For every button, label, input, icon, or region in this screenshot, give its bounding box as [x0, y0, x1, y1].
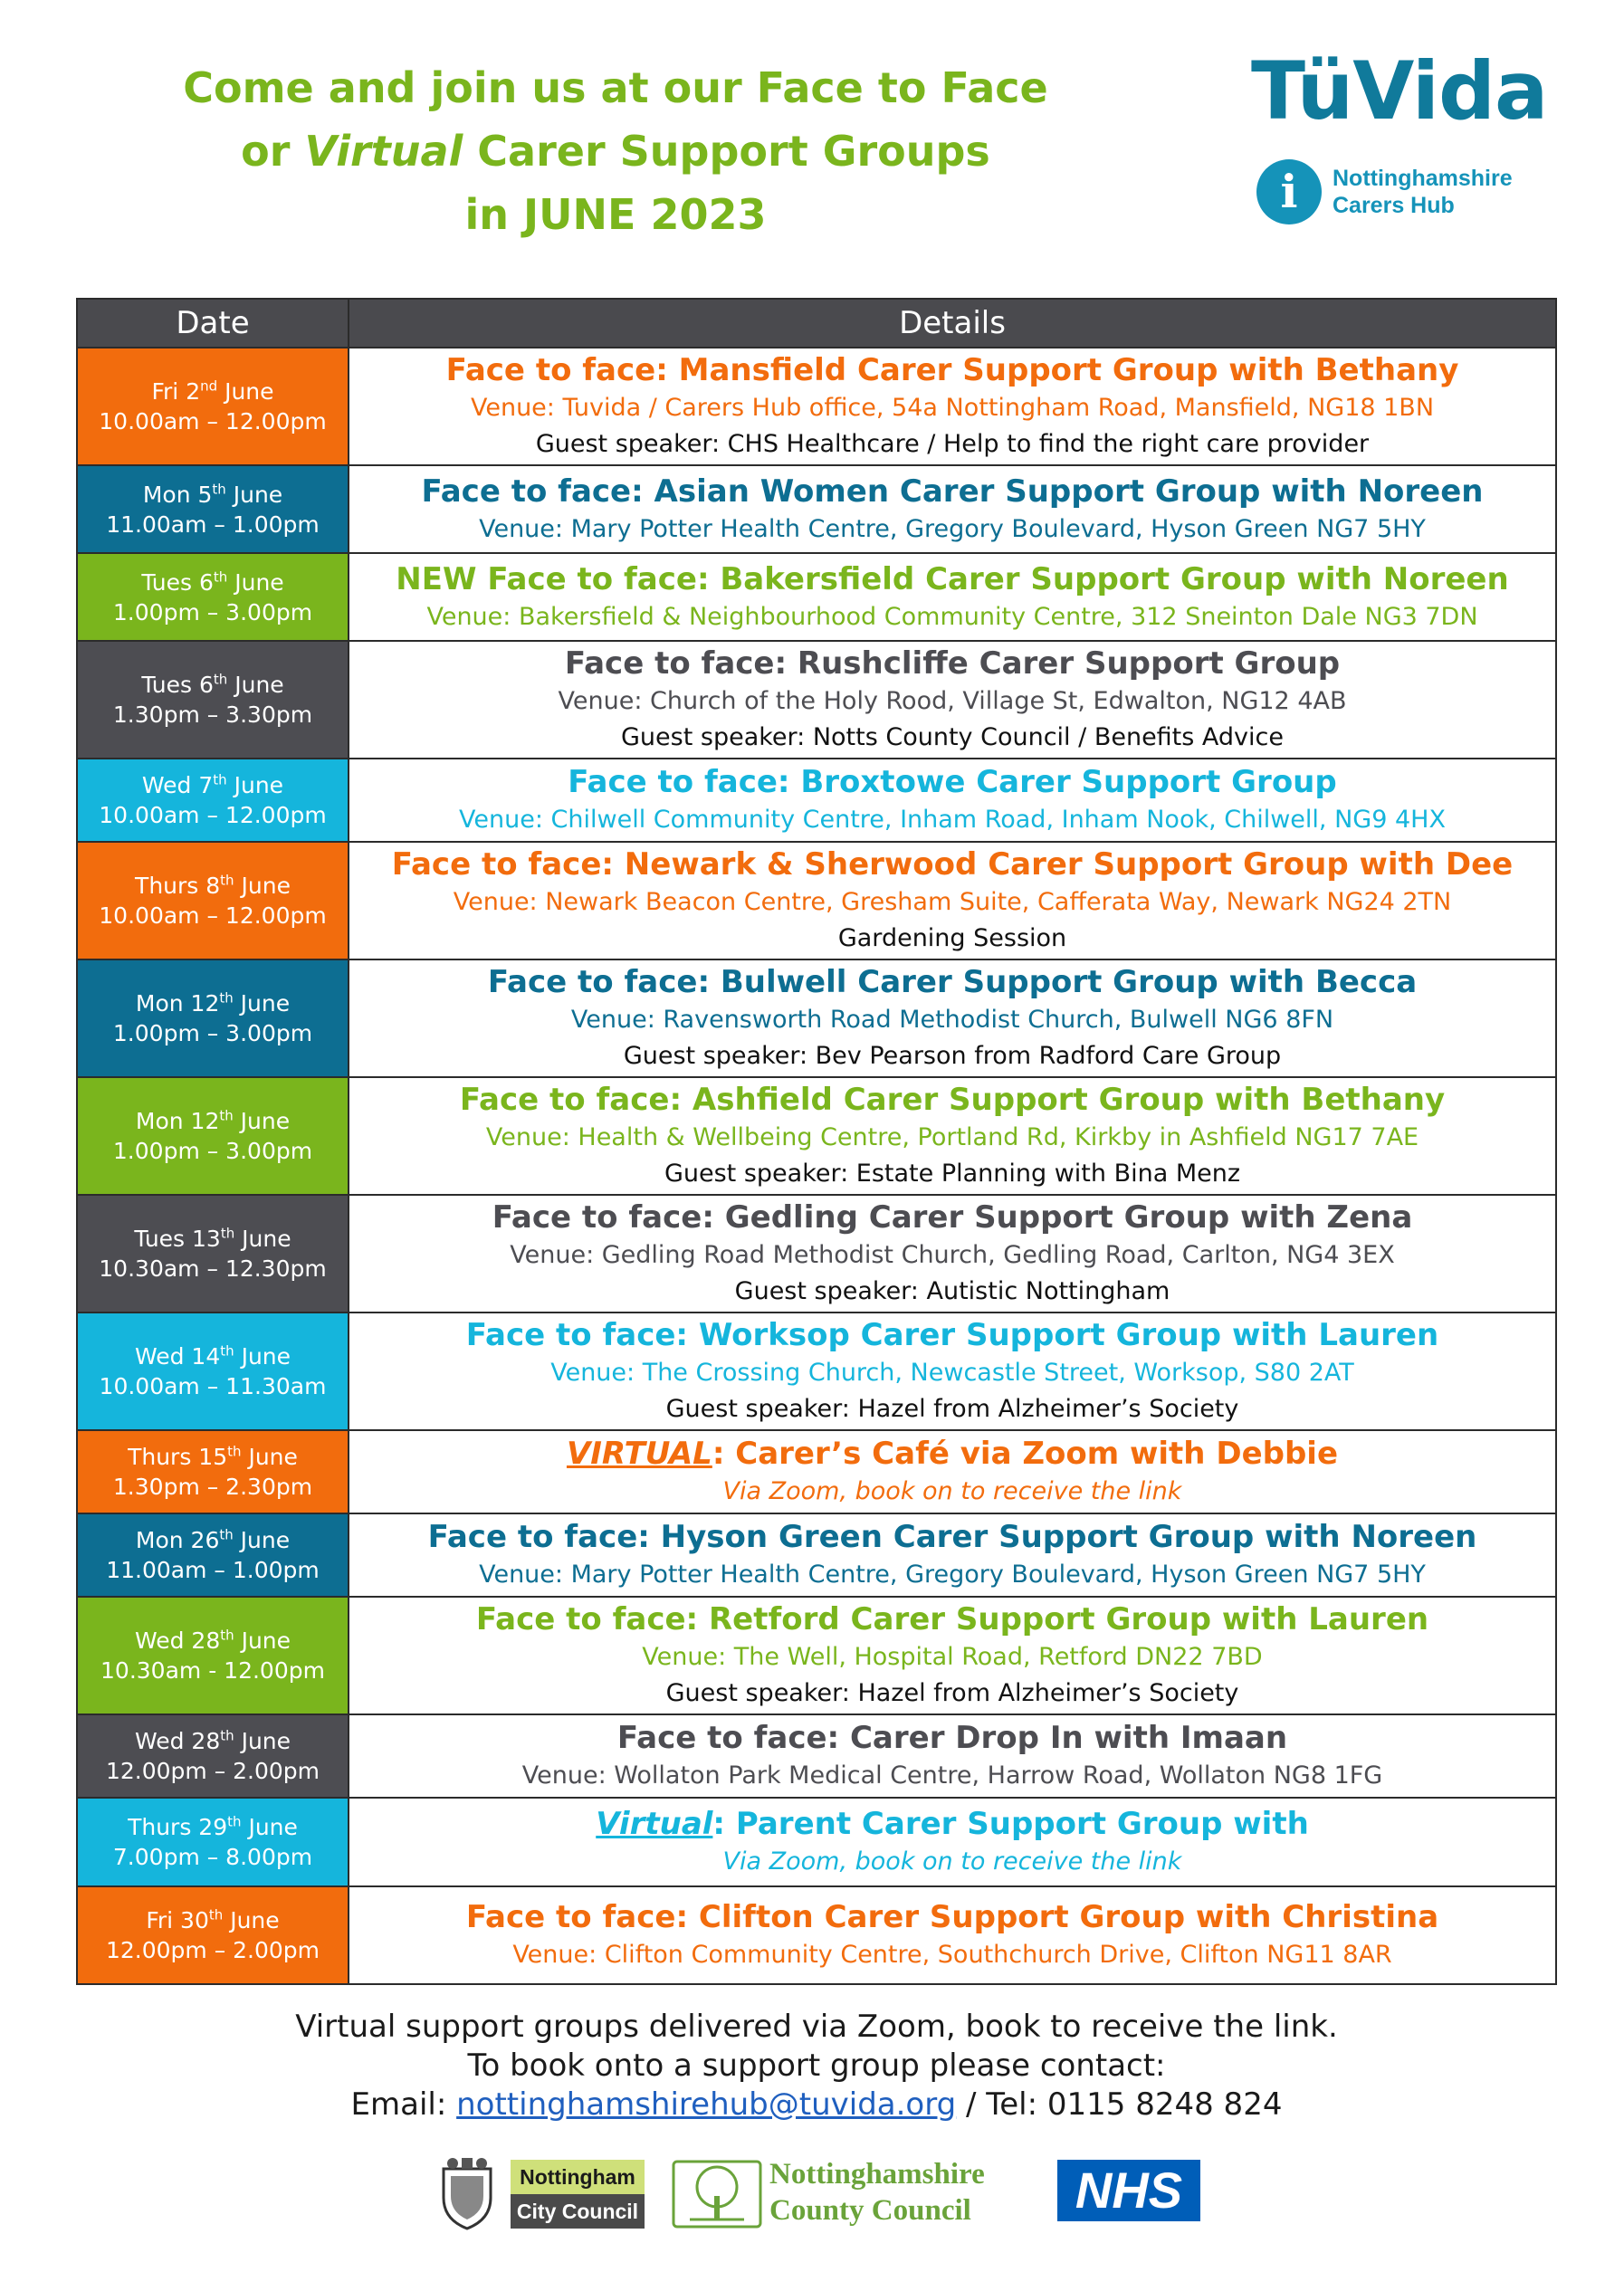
event-title	[349, 1897, 1555, 1937]
event-venue: Venue: Gedling Road Methodist Church, Gedling Road, Carlton, NG4 3EX	[510, 1241, 1395, 1269]
event-guest-speaker: Guest speaker: Hazel from Alzheimer’s Society	[665, 1395, 1239, 1423]
event-venue: Venue: Health & Wellbeing Centre, Portland Rd, Kirkby in Ashfield NG17 7AE	[485, 1123, 1419, 1151]
email-label: Email:	[350, 2086, 457, 2123]
event-date-cell	[77, 641, 349, 759]
heading-line-2-prefix: or	[241, 127, 305, 176]
event-date	[78, 988, 348, 1018]
event-guest-speaker: Guest speaker: Bev Pearson from Radford Care Group	[623, 1042, 1282, 1070]
event-venue: Venue: Church of the Holy Rood, Village St, Edwalton, NG12 4AB	[558, 687, 1347, 715]
event-month: June	[233, 1527, 291, 1553]
event-day: Wed 14	[134, 1343, 221, 1370]
event-title	[349, 845, 1555, 884]
event-title-text: : Carer’s Café via Zoom with Debbie	[712, 1436, 1339, 1472]
event-day: Fri 30	[146, 1907, 209, 1933]
event-row	[77, 1195, 1556, 1313]
event-venue: Venue: The Crossing Church, Newcastle Street, Worksop, S80 2AT	[550, 1359, 1354, 1387]
event-title	[349, 644, 1555, 683]
event-day-suffix: nd	[200, 377, 218, 395]
event-month: June	[227, 568, 284, 596]
date-column-header: Date	[77, 299, 349, 348]
event-title	[349, 1599, 1555, 1639]
event-venue: Venue: Tuvida / Carers Hub office, 54a Nottingham Road, Mansfield, NG18 1BN	[470, 394, 1435, 422]
event-title-text: Face to face: Asian Women Carer Support Group with Noreen	[421, 473, 1484, 510]
event-title	[349, 559, 1555, 599]
event-day-suffix: th	[213, 671, 228, 688]
event-day-suffix: th	[212, 481, 226, 498]
event-day: Mon 5	[142, 481, 213, 508]
event-details-cell	[349, 641, 1556, 759]
event-date-cell	[77, 1597, 349, 1714]
footer-line-2: To book onto a support group please contact:	[467, 2048, 1166, 2084]
event-row	[77, 1313, 1556, 1430]
event-venue: Venue: Ravensworth Road Methodist Church, Bulwell NG6 8FN	[570, 1006, 1334, 1034]
event-date	[78, 1726, 348, 1756]
event-guest-speaker: Guest speaker: Estate Planning with Bina Menz	[664, 1160, 1241, 1188]
carers-hub-logo	[1256, 159, 1537, 232]
event-date-cell	[77, 1195, 349, 1313]
event-date	[78, 770, 348, 800]
event-row	[77, 1077, 1556, 1195]
event-date	[78, 670, 348, 700]
event-title-text: Face to face: Retford Carer Support Group with Lauren	[475, 1601, 1429, 1637]
event-date	[78, 1626, 348, 1656]
event-time: 1.00pm – 3.00pm	[112, 1138, 313, 1164]
event-date	[78, 1442, 348, 1472]
county-logo-line-2: County Council	[769, 2194, 971, 2227]
details-column-header: Details	[349, 299, 1556, 348]
event-date-cell	[77, 348, 349, 465]
event-day: Fri 2	[151, 378, 201, 405]
event-date-cell	[77, 1430, 349, 1513]
event-title-text: : Parent Carer Support Group with	[712, 1806, 1309, 1842]
event-title-text: Face to face: Ashfield Carer Support Group with Bethany	[459, 1082, 1446, 1118]
event-day: Mon 12	[135, 1108, 220, 1134]
event-day: Wed 7	[141, 772, 214, 798]
event-title	[349, 1718, 1555, 1758]
event-venue: Venue: Bakersfield & Neighbourhood Community Centre, 312 Sneinton Dale NG3 7DN	[426, 602, 1478, 631]
event-title-text: Face to face: Gedling Carer Support Group with Zena	[492, 1199, 1413, 1236]
event-time: 7.00pm – 8.00pm	[112, 1844, 313, 1870]
event-venue: Venue: Newark Beacon Centre, Gresham Suite, Cafferata Way, Newark NG24 2TN	[453, 888, 1452, 916]
heading-line-2-suffix: Carer Support Groups	[463, 127, 990, 176]
event-title-text: Face to face: Newark & Sherwood Carer Support Group with Dee	[391, 846, 1514, 883]
event-row	[77, 1430, 1556, 1513]
event-time: 1.30pm – 3.30pm	[112, 702, 313, 728]
footer-line-1: Virtual support groups delivered via Zoom, book to receive the link.	[295, 2009, 1338, 2045]
nottinghamshire-county-council-logo	[672, 2154, 1034, 2232]
event-title-text: Face to face: Clifton Carer Support Group with Christina	[465, 1899, 1439, 1935]
tuvida-logo: TüVida	[1251, 44, 1548, 138]
event-date-cell	[77, 759, 349, 842]
event-details-cell	[349, 465, 1556, 553]
carers-hub-icon: i	[1256, 159, 1322, 224]
event-virtual-label: Virtual	[596, 1806, 713, 1842]
event-venue: Venue: Chilwell Community Centre, Inham Road, Inham Nook, Chilwell, NG9 4HX	[459, 806, 1446, 834]
event-date-cell	[77, 1313, 349, 1430]
event-month: June	[217, 378, 274, 405]
event-day-suffix: th	[219, 989, 234, 1007]
event-month: June	[225, 481, 283, 508]
event-day-suffix: th	[213, 568, 228, 586]
event-venue: Venue: The Well, Hospital Road, Retford DN22 7BD	[642, 1643, 1263, 1671]
event-month: June	[226, 772, 284, 798]
event-guest-speaker: Guest speaker: Notts County Council / Benefits Advice	[621, 723, 1284, 751]
event-details-cell	[349, 1513, 1556, 1597]
event-guest-speaker: Guest speaker: Hazel from Alzheimer’s Society	[665, 1679, 1239, 1707]
event-date	[78, 1106, 348, 1136]
event-virtual-label: VIRTUAL	[566, 1436, 712, 1472]
heading-line-3: in JUNE 2023	[464, 190, 767, 239]
event-month: June	[223, 1907, 280, 1933]
event-details-cell	[349, 1886, 1556, 1984]
event-date-cell	[77, 842, 349, 959]
event-details-cell	[349, 348, 1556, 465]
event-guest-speaker: Guest speaker: CHS Healthcare / Help to find the right care provider	[535, 430, 1370, 458]
event-row	[77, 1886, 1556, 1984]
event-month: June	[234, 1343, 291, 1370]
event-day-suffix: th	[227, 1813, 242, 1830]
event-time: 12.00pm – 2.00pm	[105, 1937, 320, 1963]
event-details-cell	[349, 1798, 1556, 1886]
event-day-suffix: th	[227, 1443, 242, 1460]
event-date-cell	[77, 1714, 349, 1798]
event-day: Mon 12	[135, 990, 220, 1017]
event-date-cell	[77, 465, 349, 553]
event-date	[78, 1812, 348, 1842]
event-venue: Venue: Mary Potter Health Centre, Gregory Boulevard, Hyson Green NG7 5HY	[479, 514, 1426, 543]
event-date	[78, 480, 348, 510]
event-date-cell	[77, 1513, 349, 1597]
event-time: 11.00am – 1.00pm	[106, 511, 320, 538]
event-month: June	[233, 990, 291, 1017]
city-logo-bottom: City Council	[511, 2194, 645, 2229]
event-guest-speaker: Gardening Session	[837, 924, 1067, 952]
event-time: 10.30am - 12.00pm	[100, 1657, 325, 1684]
event-time: 10.00am – 12.00pm	[99, 408, 327, 434]
event-month: June	[241, 1444, 298, 1470]
event-title	[349, 472, 1555, 511]
event-time: 10.00am – 11.30am	[99, 1373, 327, 1399]
county-logo-text	[769, 2156, 985, 2229]
event-day: Thurs 8	[135, 873, 221, 899]
event-details-cell	[349, 1597, 1556, 1714]
event-day: Mon 26	[135, 1527, 220, 1553]
event-time: 10.30am – 12.30pm	[99, 1255, 327, 1282]
event-details-cell	[349, 1077, 1556, 1195]
event-date	[78, 1905, 348, 1935]
event-title-text: Face to face: Hyson Green Carer Support Group with Noreen	[427, 1519, 1477, 1555]
event-row	[77, 959, 1556, 1077]
event-time: 1.00pm – 3.00pm	[112, 1020, 313, 1046]
event-title	[349, 962, 1555, 1002]
tree-icon	[672, 2160, 762, 2229]
email-link[interactable]: nottinghamshirehub@tuvida.org	[456, 2086, 957, 2123]
event-time: 11.00am – 1.00pm	[106, 1557, 320, 1583]
carers-hub-line-1: Nottinghamshire	[1333, 166, 1513, 191]
event-day: Wed 28	[134, 1628, 221, 1654]
event-day-suffix: th	[220, 1627, 234, 1644]
carers-hub-line-2: Carers Hub	[1333, 193, 1455, 218]
event-day-suffix: th	[219, 1526, 234, 1543]
event-title	[349, 350, 1555, 390]
event-day-suffix: th	[220, 1727, 234, 1744]
event-day: Thurs 15	[128, 1444, 228, 1470]
event-row	[77, 465, 1556, 553]
county-logo-line-1: Nottinghamshire	[769, 2158, 985, 2191]
heading-virtual-word: Virtual	[304, 127, 463, 176]
event-title-text: Face to face: Bulwell Carer Support Group with Becca	[487, 964, 1418, 1000]
schedule-header-row	[77, 299, 1556, 348]
event-row	[77, 348, 1556, 465]
event-date-cell	[77, 1798, 349, 1886]
event-date-cell	[77, 553, 349, 641]
event-details-cell	[349, 553, 1556, 641]
schedule-table	[76, 298, 1557, 1985]
event-day-suffix: th	[208, 1906, 224, 1923]
booking-info	[76, 2008, 1557, 2124]
event-date-cell	[77, 959, 349, 1077]
event-row	[77, 842, 1556, 959]
event-title	[349, 1517, 1555, 1557]
event-day-suffix: th	[220, 1225, 235, 1242]
event-venue: Via Zoom, book on to receive the link	[722, 1477, 1182, 1505]
event-time: 1.30pm – 2.30pm	[112, 1474, 313, 1500]
event-details-cell	[349, 959, 1556, 1077]
heading-line-1: Come and join us at our Face to Face	[183, 63, 1048, 112]
page-heading	[109, 56, 1122, 246]
event-row	[77, 641, 1556, 759]
event-time: 10.00am – 12.00pm	[99, 802, 327, 828]
event-day: Tues 6	[141, 568, 214, 596]
event-title-text: Face to face: Carer Drop In with Imaan	[616, 1720, 1288, 1756]
telephone-text: / Tel: 0115 8248 824	[956, 2086, 1283, 2123]
event-guest-speaker: Guest speaker: Autistic Nottingham	[734, 1277, 1170, 1305]
event-row	[77, 1798, 1556, 1886]
event-row	[77, 1513, 1556, 1597]
city-crest-icon	[435, 2156, 500, 2232]
event-day: Tues 6	[141, 672, 214, 698]
event-day-suffix: th	[220, 1342, 234, 1360]
event-date	[78, 1525, 348, 1555]
event-title	[349, 1198, 1555, 1237]
event-title-text: Face to face: Worksop Carer Support Group with Lauren	[465, 1317, 1439, 1353]
event-details-cell	[349, 1195, 1556, 1313]
event-title-text: Face to face: Broxtowe Carer Support Group	[568, 764, 1337, 800]
event-day-suffix: th	[213, 771, 227, 788]
event-date	[78, 1224, 348, 1254]
footer-contact	[76, 2086, 1557, 2124]
event-date	[78, 1341, 348, 1371]
event-month: June	[227, 672, 284, 698]
nhs-logo: NHS	[1057, 2160, 1200, 2221]
event-title	[349, 1080, 1555, 1120]
event-day: Tues 13	[134, 1226, 221, 1252]
event-month: June	[233, 1108, 291, 1134]
partner-logos	[435, 2153, 1213, 2234]
event-day-suffix: th	[220, 872, 234, 889]
event-month: June	[234, 1226, 291, 1252]
event-date	[78, 377, 348, 406]
event-time: 12.00pm – 2.00pm	[105, 1758, 320, 1784]
schedule-body	[77, 348, 1556, 1984]
event-title-text: Face to face: Rushcliffe Carer Support Group	[564, 645, 1341, 682]
event-details-cell	[349, 1313, 1556, 1430]
event-month: June	[241, 1814, 298, 1840]
heading-line-2	[109, 119, 1122, 183]
event-venue: Venue: Wollaton Park Medical Centre, Harrow Road, Wollaton NG8 1FG	[521, 1761, 1383, 1790]
city-logo-top: Nottingham	[511, 2160, 645, 2194]
event-month: June	[234, 1728, 291, 1754]
event-day: Wed 28	[134, 1728, 221, 1754]
event-title	[349, 1804, 1555, 1844]
event-details-cell	[349, 1714, 1556, 1798]
event-title	[349, 1315, 1555, 1355]
event-day-suffix: th	[219, 1107, 234, 1124]
event-row	[77, 1597, 1556, 1714]
event-date-cell	[77, 1886, 349, 1984]
event-month: June	[234, 1628, 291, 1654]
event-time: 1.00pm – 3.00pm	[112, 598, 313, 625]
event-row	[77, 759, 1556, 842]
event-venue: Venue: Clifton Community Centre, Southchurch Drive, Clifton NG11 8AR	[512, 1941, 1392, 1969]
event-date-cell	[77, 1077, 349, 1195]
event-time: 10.00am – 12.00pm	[99, 902, 327, 929]
event-title	[349, 1434, 1555, 1474]
event-details-cell	[349, 1430, 1556, 1513]
event-title	[349, 762, 1555, 802]
event-date	[78, 871, 348, 901]
event-title-text: NEW Face to face: Bakersfield Carer Support Group with Noreen	[396, 560, 1509, 597]
event-details-cell	[349, 842, 1556, 959]
event-day: Thurs 29	[128, 1814, 228, 1840]
carers-hub-text	[1333, 165, 1513, 219]
event-month: June	[234, 873, 291, 899]
event-date	[78, 568, 348, 597]
nottingham-city-council-logo	[511, 2160, 645, 2229]
event-venue: Venue: Mary Potter Health Centre, Gregory Boulevard, Hyson Green NG7 5HY	[479, 1561, 1426, 1589]
event-row	[77, 1714, 1556, 1798]
event-title-text: Face to face: Mansfield Carer Support Group with Bethany	[445, 352, 1459, 388]
event-details-cell	[349, 759, 1556, 842]
event-row	[77, 553, 1556, 641]
event-venue: Via Zoom, book on to receive the link	[722, 1847, 1182, 1876]
